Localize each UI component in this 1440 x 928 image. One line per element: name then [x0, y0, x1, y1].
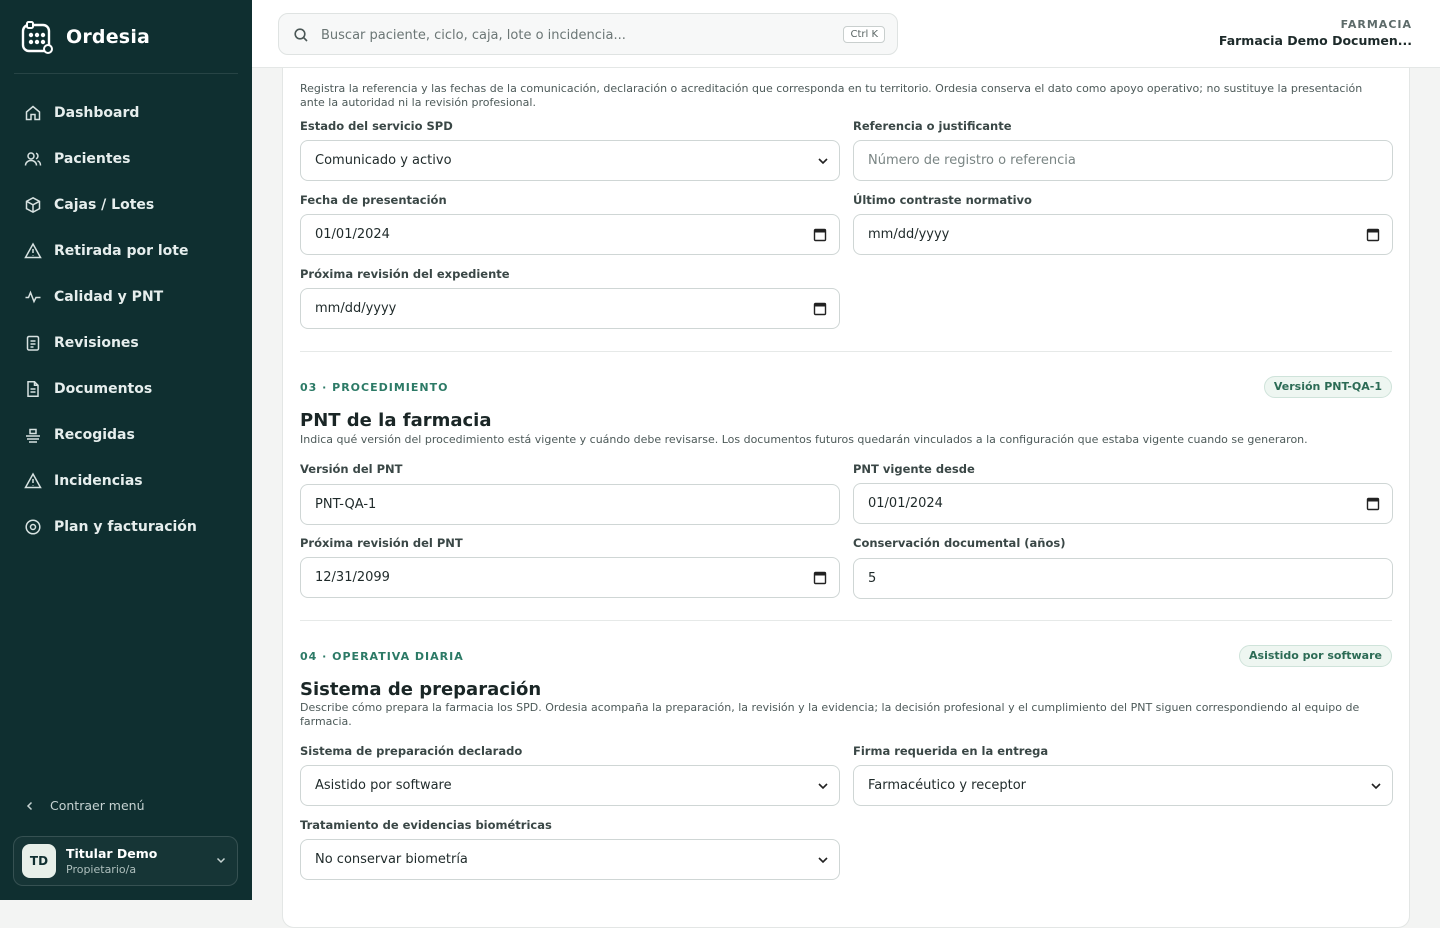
sidebar-item-documentos[interactable] [14, 366, 238, 412]
section-divider [300, 351, 1392, 352]
sidebar-item-revisiones[interactable] [14, 320, 238, 366]
referencia-input[interactable] [868, 153, 1378, 168]
search-input[interactable] [321, 24, 821, 46]
sidebar-nav [14, 90, 238, 550]
proxima-revision-pnt-value: 12/31/2099 [315, 570, 390, 585]
estado-servicio-value: Comunicado y activo [315, 153, 452, 168]
referencia-field[interactable] [853, 140, 1393, 181]
biometria-value: No conservar biometría [315, 852, 468, 867]
brand[interactable] [20, 20, 150, 54]
sidebar-item-label: Dashboard [54, 105, 140, 121]
clipboard-icon [24, 334, 42, 352]
user-role: Propietario/a [66, 863, 137, 876]
settings-icon [24, 518, 42, 536]
proxima-revision-expediente-label: Próxima revisión del expediente [300, 267, 510, 281]
section-title-operativa: Sistema de preparación [300, 679, 542, 700]
ultimo-contraste-value: mm/dd/yyyy [868, 227, 950, 242]
sidebar-item-label: Retirada por lote [54, 243, 189, 259]
pnt-vigente-label: PNT vigente desde [853, 462, 975, 476]
handoff-icon [24, 426, 42, 444]
sidebar-item-recogidas[interactable] [14, 412, 238, 458]
biometria-select[interactable] [300, 839, 840, 880]
topbar [252, 0, 1440, 68]
sidebar-item-cajas-lotes[interactable] [14, 182, 238, 228]
firma-entrega-value: Farmacéutico y receptor [868, 778, 1026, 793]
sidebar-item-label: Calidad y PNT [54, 289, 164, 305]
calendar-icon[interactable] [813, 301, 827, 316]
pharmacy-name: Farmacia Demo Documen... [1218, 33, 1412, 48]
sidebar [0, 0, 252, 900]
chevron-down-icon [817, 854, 829, 866]
section-divider [300, 620, 1392, 621]
fecha-presentacion-label: Fecha de presentación [300, 193, 447, 207]
search-icon [293, 27, 309, 43]
sidebar-item-dashboard[interactable] [14, 90, 238, 136]
ultimo-contraste-field[interactable] [853, 214, 1393, 255]
fecha-presentacion-field[interactable] [300, 214, 840, 255]
status-badge-pnt-version: Versión PNT-QA-1 [1264, 376, 1392, 398]
brand-name: Ordesia [66, 26, 151, 48]
section-description-comunicacion: Registra la referencia y las fechas de la comunicación, declaración o acreditación que corresponda en tu territorio. Ordesia conserva el dato como apoyo operativo; no sustituye la presentación ante la autoridad ni la revisión profesional. [300, 82, 1363, 109]
sidebar-item-pacientes[interactable] [14, 136, 238, 182]
version-pnt-label: Versión del PNT [300, 462, 403, 476]
sistema-preparacion-value: Asistido por software [315, 778, 452, 793]
chevron-down-icon [215, 854, 227, 866]
chevron-left-icon [24, 800, 36, 812]
sidebar-item-label: Cajas / Lotes [54, 197, 155, 213]
sidebar-item-label: Incidencias [54, 473, 143, 489]
sidebar-item-label: Recogidas [54, 427, 135, 443]
sidebar-divider [14, 73, 238, 74]
sidebar-item-label: Plan y facturación [54, 519, 197, 535]
pulse-icon [24, 288, 42, 306]
ordesia-logo-icon [20, 20, 54, 54]
collapse-menu-button[interactable] [24, 798, 145, 813]
users-icon [24, 150, 42, 168]
home-icon [24, 104, 42, 122]
proxima-revision-expediente-field[interactable] [300, 288, 840, 329]
search-shortcut: Ctrl K [843, 26, 885, 43]
version-pnt-field[interactable] [300, 484, 840, 525]
proxima-revision-expediente-value: mm/dd/yyyy [315, 301, 397, 316]
section-kicker-pnt: 03 · PROCEDIMIENTO [300, 381, 449, 394]
document-icon [24, 380, 42, 398]
sidebar-item-label: Pacientes [54, 151, 131, 167]
pharmacy-kicker: FARMACIA [1340, 18, 1412, 31]
settings-card [282, 28, 1410, 928]
conservacion-value: 5 [868, 571, 877, 586]
fecha-presentacion-value: 01/01/2024 [315, 227, 390, 242]
biometria-label: Tratamiento de evidencias biométricas [300, 818, 552, 832]
alert-icon [24, 472, 42, 490]
chevron-down-icon [1370, 780, 1382, 792]
user-menu[interactable] [13, 836, 238, 886]
calendar-icon[interactable] [1366, 227, 1380, 242]
firma-entrega-label: Firma requerida en la entrega [853, 744, 1049, 758]
user-name: Titular Demo [66, 846, 158, 861]
chevron-down-icon [817, 155, 829, 167]
warning-icon [24, 242, 42, 260]
collapse-menu-label: Contraer menú [50, 798, 145, 813]
conservacion-label: Conservación documental (años) [853, 536, 1066, 550]
calendar-icon[interactable] [813, 570, 827, 585]
global-search[interactable] [278, 13, 898, 55]
firma-entrega-select[interactable] [853, 765, 1393, 806]
pharmacy-switcher[interactable] [1219, 18, 1412, 48]
estado-servicio-select[interactable] [300, 140, 840, 181]
box-icon [24, 196, 42, 214]
sidebar-item-retirada-por-lote[interactable] [14, 228, 238, 274]
ultimo-contraste-label: Último contraste normativo [853, 193, 1032, 207]
section-kicker-operativa: 04 · OPERATIVA DIARIA [300, 650, 464, 663]
sistema-preparacion-label: Sistema de preparación declarado [300, 744, 523, 758]
calendar-icon[interactable] [813, 227, 827, 242]
estado-servicio-label: Estado del servicio SPD [300, 119, 453, 133]
sidebar-item-incidencias[interactable] [14, 458, 238, 504]
status-badge-operativa: Asistido por software [1239, 645, 1392, 667]
main-content [252, 68, 1440, 900]
conservacion-field[interactable] [853, 558, 1393, 599]
proxima-revision-pnt-label: Próxima revisión del PNT [300, 536, 463, 550]
avatar: TD [22, 844, 56, 878]
sidebar-item-label: Revisiones [54, 335, 139, 351]
section-description-pnt: Indica qué versión del procedimiento está vigente y cuándo debe revisarse. Los documentos futuros quedarán vinculados a la configuración que estaba vigente cuando se generaron. [300, 433, 1308, 446]
sidebar-item-label: Documentos [54, 381, 153, 397]
section-title-pnt: PNT de la farmacia [300, 410, 492, 431]
referencia-label: Referencia o justificante [853, 119, 1012, 133]
sistema-preparacion-select[interactable] [300, 765, 840, 806]
sidebar-item-calidad-pnt[interactable] [14, 274, 238, 320]
proxima-revision-pnt-field[interactable] [300, 557, 840, 598]
pnt-vigente-field[interactable] [853, 483, 1393, 524]
pnt-vigente-value: 01/01/2024 [868, 496, 943, 511]
section-description-operativa: Describe cómo prepara la farmacia los SPD. Ordesia acompaña la preparación, la revisión y la evidencia; la decisión profesional y el cumplimiento del PNT siguen correspondiendo al equipo de farmacia. [300, 701, 1360, 728]
chevron-down-icon [817, 780, 829, 792]
calendar-icon[interactable] [1366, 496, 1380, 511]
version-pnt-value: PNT-QA-1 [315, 497, 377, 512]
sidebar-item-plan-facturacion[interactable] [14, 504, 238, 550]
